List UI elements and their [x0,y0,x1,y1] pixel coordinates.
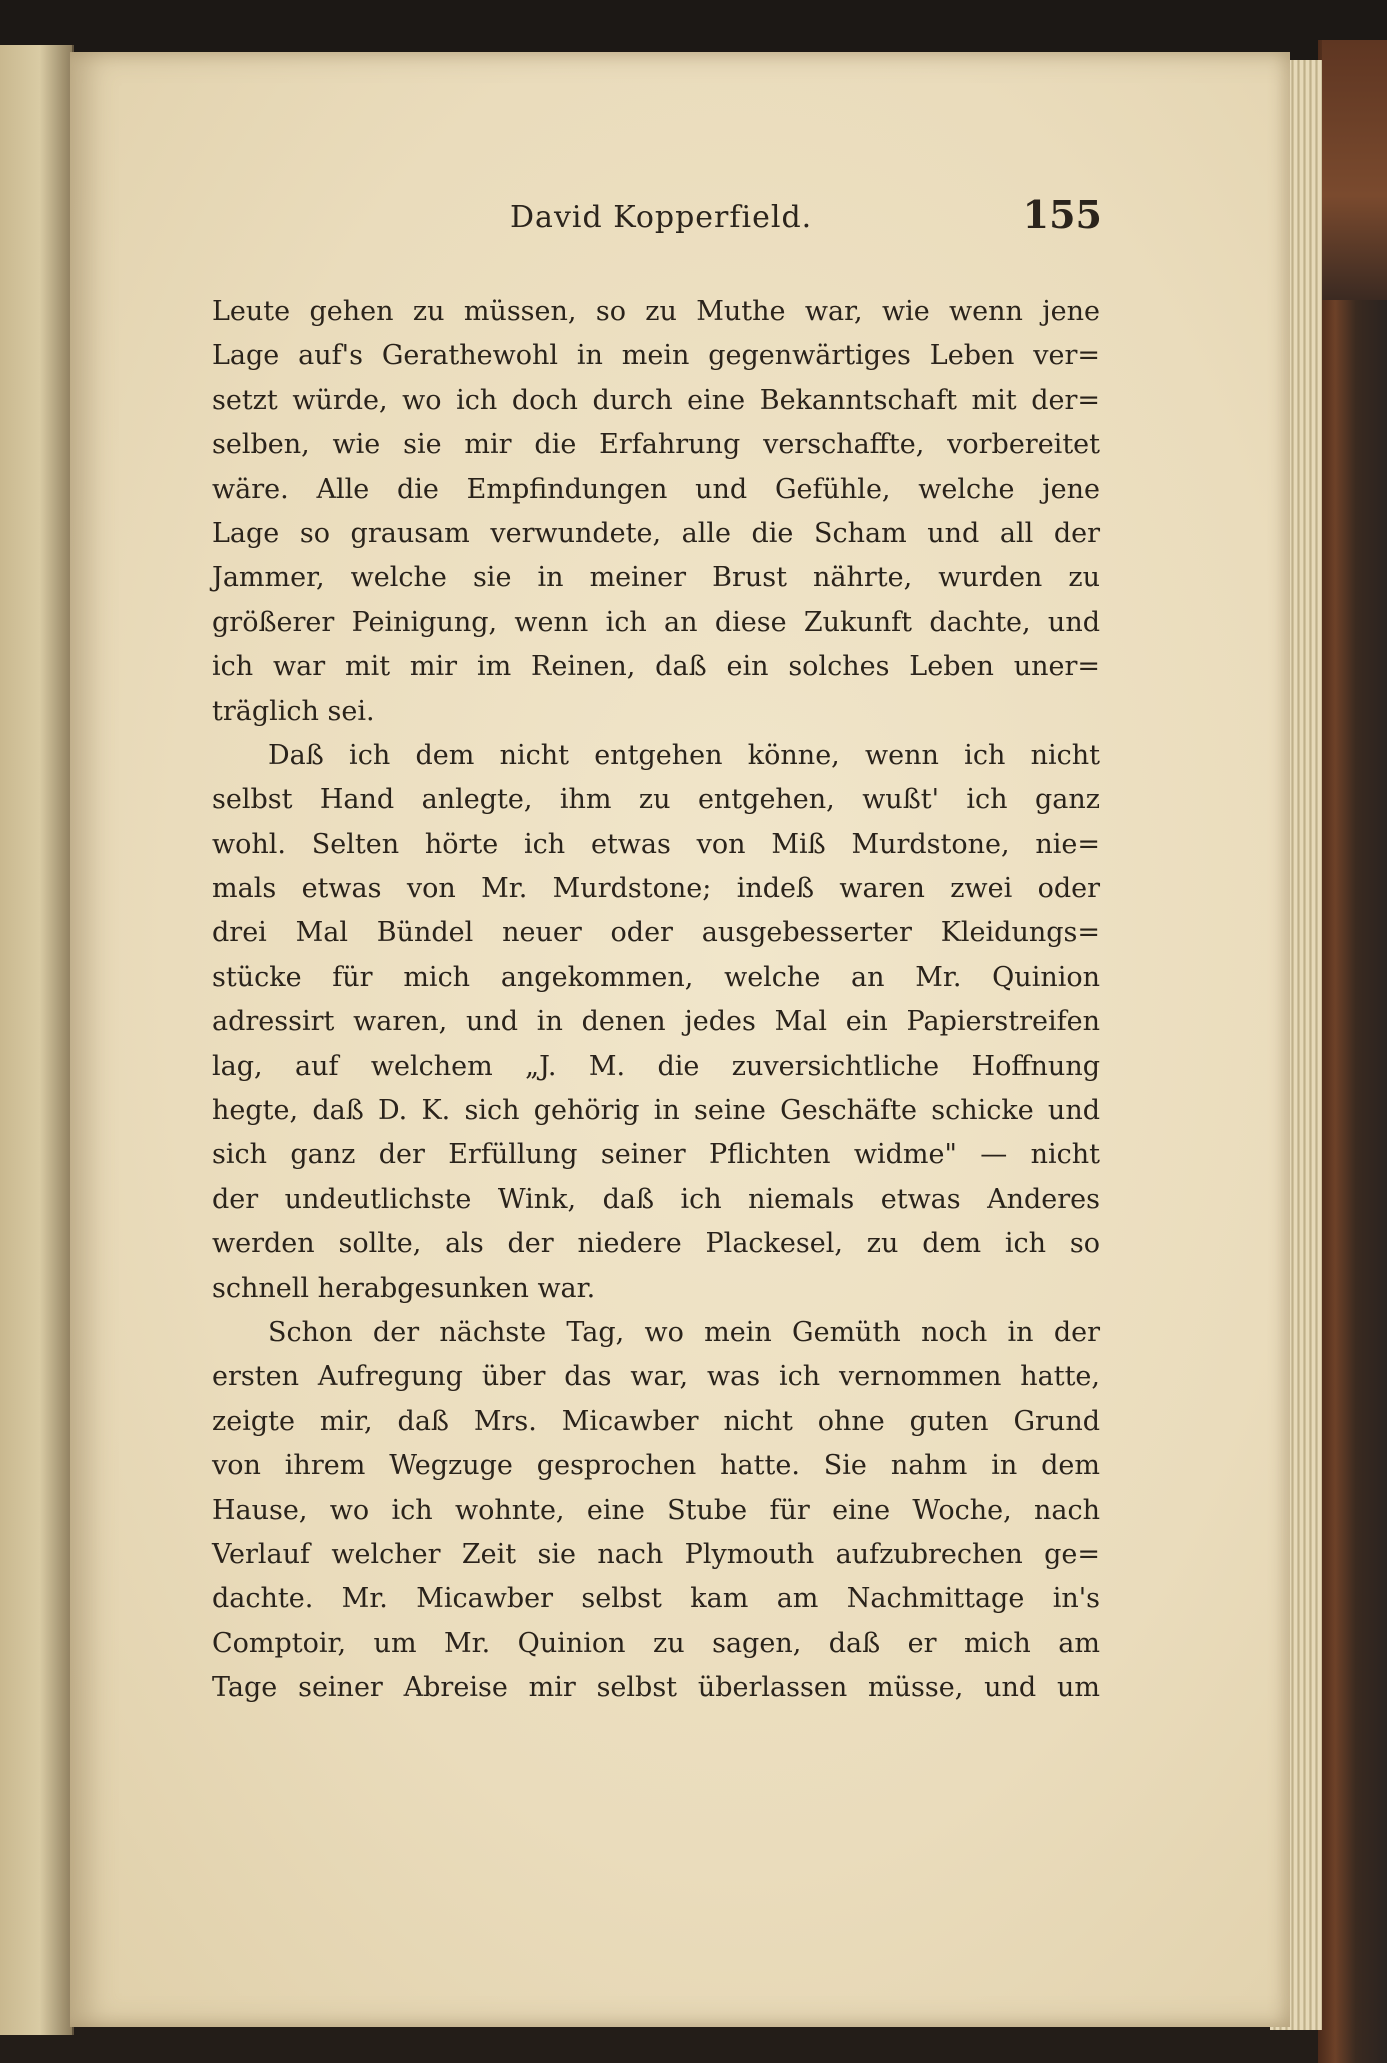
text-line: stücke für mich angekommen, welche an Mr. Quinion [212,961,1100,993]
text-line: von ihrem Wegzuge gesprochen hatte. Sie nahm in dem [212,1450,1100,1482]
body-text [212,290,1100,1711]
text-line: werden sollte, als der niedere Plackesel, zu dem ich so [212,1228,1100,1260]
running-title: David Kopperfield. [510,200,813,235]
book-cover-edge [1318,40,1387,2063]
text-line: Tage seiner Abreise mir selbst überlassen müsse, und um [212,1672,1100,1704]
text-line: drei Mal Bündel neuer oder ausgebesserter Kleidungs= [212,917,1100,949]
text-line: Leute gehen zu müssen, so zu Muthe war, wie wenn jene [212,296,1100,327]
text-line: schnell herabgesunken war. [212,1272,596,1304]
leather-corner [1322,40,1387,300]
text-line: mals etwas von Mr. Murdstone; indeß waren zwei oder [212,873,1100,905]
text-line: dachte. Mr. Micawber selbst kam am Nachmittage in's [212,1583,1100,1615]
text-line: ersten Aufregung über das war, was ich vernommen hatte, [212,1361,1100,1393]
text-line: größerer Peinigung, wenn ich an diese Zukunft dachte, und [212,606,1100,638]
text-line: selbst Hand anlegte, ihm zu entgehen, wußt' ich ganz [212,784,1100,816]
text-line: setzt würde, wo ich doch durch eine Bekanntschaft mit der= [212,384,1100,416]
text-line: Hause, wo ich wohnte, eine Stube für eine Woche, nach [212,1494,1100,1526]
text-line: der undeutlichste Wink, daß ich niemals etwas Anderes [212,1183,1100,1215]
text-line: Daß ich dem nicht entgehen könne, wenn ich nicht [268,739,1100,771]
text-line: hegte, daß D. K. sich gehörig in seine Geschäfte schicke und [212,1095,1100,1127]
text-line: lag, auf welchem „J. M. die zuversichtliche Hoffnung [212,1050,1100,1082]
text-line: Jammer, welche sie in meiner Brust nährte, wurden zu [212,562,1100,594]
text-line: Schon der nächste Tag, wo mein Gemüth noch in der [268,1316,1100,1348]
text-line: wäre. Alle die Empfindungen und Gefühle, welche jene [212,473,1100,505]
text-line: sich ganz der Erfüllung seiner Pflichten widme" — nicht [212,1139,1100,1171]
page-number: 155 [1022,192,1102,237]
text-line: Lage so grausam verwundete, alle die Scham und all der [212,517,1100,549]
text-line: zeigte mir, daß Mrs. Micawber nicht ohne guten Grund [212,1405,1100,1437]
facing-page-edge [0,45,74,2035]
text-line: träglich sei. [212,695,375,727]
text-line: Lage auf's Gerathewohl in mein gegenwärtiges Leben ver= [212,340,1100,372]
text-line: Comptoir, um Mr. Quinion zu sagen, daß er mich am [212,1627,1100,1659]
text-line: wohl. Selten hörte ich etwas von Miß Murdstone, nie= [212,828,1100,860]
text-line: ich war mit mir im Reinen, daß ein solches Leben uner= [212,651,1100,683]
text-line: adressirt waren, und in denen jedes Mal ein Papierstreifen [212,1006,1100,1038]
text-line: Verlauf welcher Zeit sie nach Plymouth aufzubrechen ge= [212,1538,1100,1570]
text-line: selben, wie sie mir die Erfahrung verschaffte, vorbereitet [212,429,1100,461]
